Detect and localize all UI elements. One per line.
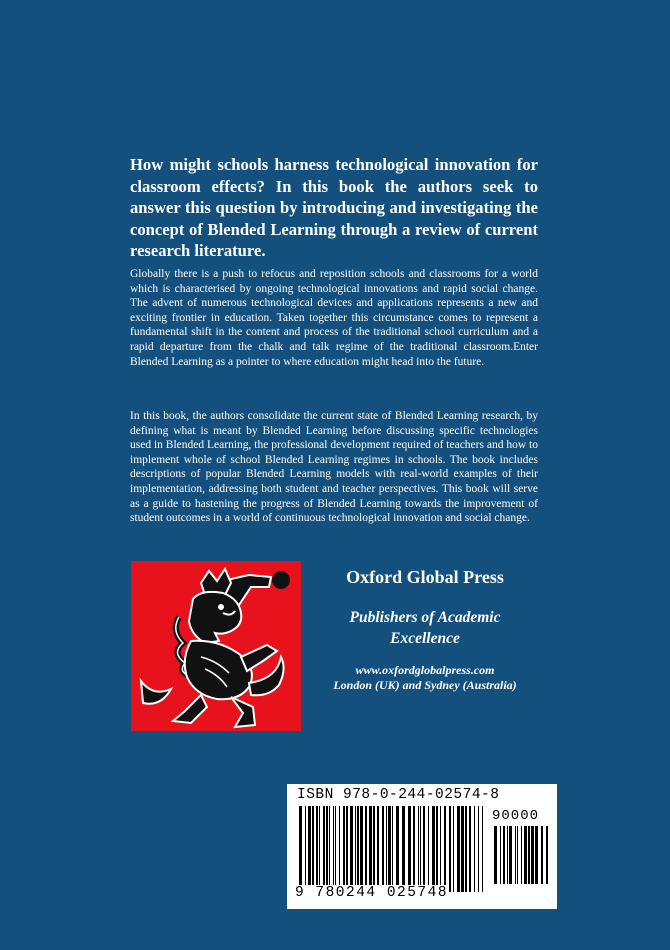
barcode-bar <box>373 806 375 892</box>
barcode-bar <box>465 806 467 892</box>
barcode-bar <box>482 806 483 892</box>
barcode-bar <box>396 806 399 892</box>
barcode-bar <box>461 806 464 892</box>
isbn-barcode <box>287 784 557 909</box>
barcode-bar <box>335 806 336 892</box>
barcode-bar <box>507 826 508 884</box>
barcode-bar <box>474 806 475 892</box>
barcode-bar <box>436 806 438 892</box>
publisher-website: www.oxfordglobalpress.com <box>355 663 495 677</box>
isbn-number: ISBN 978-0-244-02574-8 <box>297 787 500 803</box>
barcode-bar <box>469 806 471 892</box>
barcode-bar <box>420 806 421 892</box>
barcode-bar <box>444 806 446 892</box>
barcode-bar <box>449 806 451 892</box>
barcode-bar <box>428 806 429 892</box>
barcode-bar <box>503 826 505 884</box>
publisher-name: Oxford Global Press <box>346 567 504 587</box>
barcode-bar <box>308 806 311 892</box>
barcode-bars <box>297 806 487 892</box>
barcode-bar <box>355 806 356 892</box>
description-paragraph-2: In this book, the authors consolidate the current state of Blended Learning research, by defining what is meant by Blended Learning before discussing specific technologies used in Blended Learning, the professional development required of teachers and how to implement whole of school Blended Learning regimes in schools. The book includes descriptions of popular Blended Learning models with real-world examples of their implementation, addressing both student and teacher perspectives. This book will serve as a guide to hastening the progress of Blended Learning towards the improvement of student outcomes in a world of continuous technological innovation and social change. <box>130 410 538 525</box>
barcode-bar <box>535 826 538 884</box>
publisher-logo <box>131 561 301 731</box>
barcode-bar <box>312 806 314 892</box>
barcode-bar <box>388 806 391 892</box>
barcode-bar <box>531 826 534 884</box>
barcode-bar <box>343 806 345 892</box>
barcode-bar <box>453 806 454 892</box>
barcode-bar <box>402 806 405 892</box>
barcode-bar <box>299 806 302 892</box>
barcode-bar <box>329 806 330 892</box>
barcode-bar <box>457 806 460 892</box>
barcode-bar <box>305 806 306 892</box>
barcode-bar <box>386 806 387 892</box>
barcode-bar <box>432 806 435 892</box>
barcode-bar <box>333 806 334 892</box>
barcode-bar <box>326 806 328 892</box>
barcode-bar <box>408 806 411 892</box>
barcode-bar <box>524 826 527 884</box>
intro-blurb: How might schools harness technological innovation for classroom effects? In this book the authors seek to answer this question by introducing and investigating the concept of Blended Learning through a review of current research literature. <box>130 155 538 261</box>
barcode-bar <box>339 806 340 892</box>
barcode-bar <box>377 806 379 892</box>
ean-digits: 9 780244 025748 <box>295 885 449 901</box>
barcode-bar <box>541 826 543 884</box>
barcode-bar <box>319 806 320 892</box>
barcode-bar <box>478 806 479 892</box>
price-barcode-bars <box>492 826 550 884</box>
barcode-bar <box>365 806 367 892</box>
barcode-bar <box>494 826 497 884</box>
barcode-bar <box>360 806 363 892</box>
barcode-bar <box>413 806 415 892</box>
barcode-bar <box>509 826 512 884</box>
barcode-bar <box>528 826 530 884</box>
barcode-bar <box>323 806 325 892</box>
barcode-bar <box>517 826 518 884</box>
barcode-bar <box>357 806 359 892</box>
description-paragraph-1: Globally there is a push to refocus and reposition schools and classrooms for a world which is characterised by ongoing technological innovations and rapid social change. The advent of numerous technological devices and applications represents a new and exciting frontier in education. Taken together this circumstance comes to represent a fundamental shift in the content and process of the traditional school curriculum and a rapid departure from the chalk and talk regime of the traditional classroom.Enter Blended Learning as a pointer to where education might head into the future. <box>130 268 538 368</box>
barcode-bar <box>346 806 348 892</box>
barcode-bar <box>521 826 522 884</box>
heraldic-lion-icon <box>131 561 301 731</box>
price-code: 90000 <box>492 808 540 824</box>
barcode-bar <box>500 826 501 884</box>
publisher-tagline: Publishers of Academic Excellence <box>349 609 501 647</box>
barcode-bar <box>350 806 353 892</box>
barcode-bar <box>546 826 548 884</box>
barcode-bar <box>423 806 425 892</box>
barcode-bar <box>382 806 384 892</box>
barcode-bar <box>440 806 441 892</box>
publisher-location: London (UK) and Sydney (Australia) <box>333 678 517 692</box>
barcode-bar <box>392 806 393 892</box>
barcode-bar <box>515 826 516 884</box>
barcode-bar <box>369 806 372 892</box>
barcode-bar <box>316 806 318 892</box>
barcode-bar <box>418 806 419 892</box>
